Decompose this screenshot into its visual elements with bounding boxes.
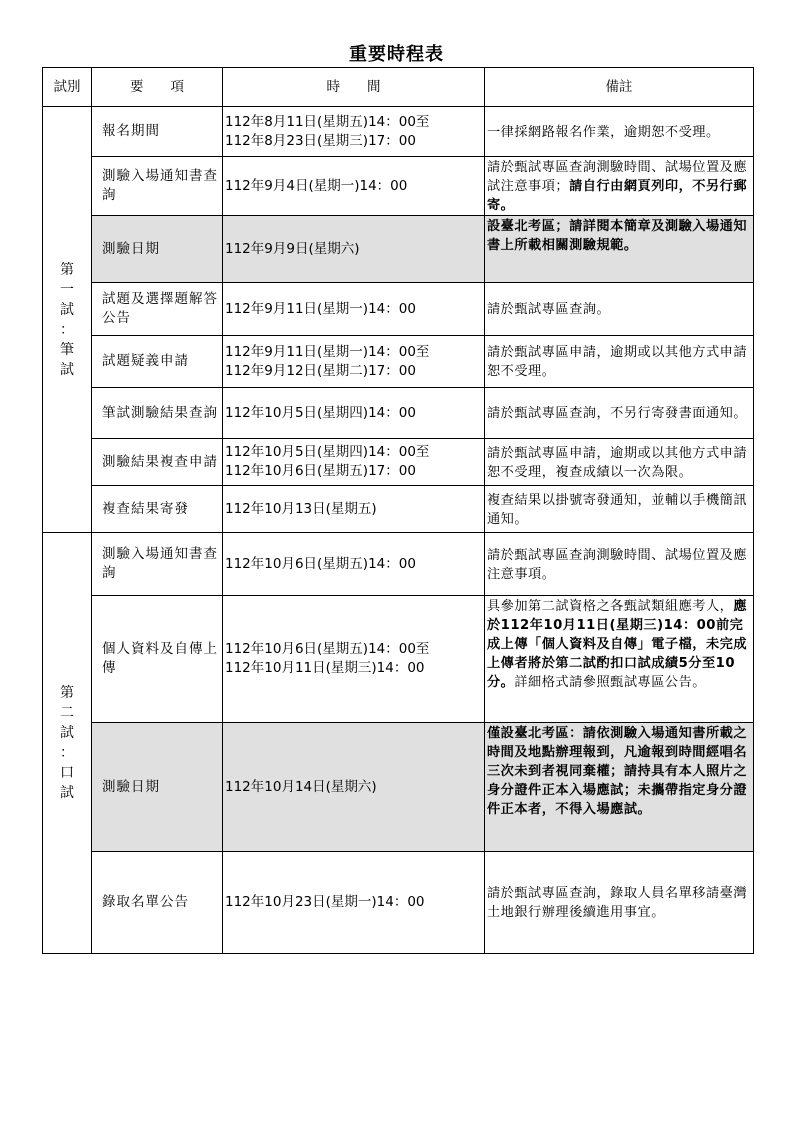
- time-cell: [223, 723, 485, 852]
- time-line: 112年10月6日(星期五)17：00: [225, 463, 416, 479]
- note-text: 請於甄試專區查詢，錄取人員名單移請臺灣土地銀行辦理後續進用事宜。: [487, 886, 748, 920]
- note-text: 請於甄試專區查詢測驗時間、試場位置及應試注意事項；: [487, 160, 748, 194]
- schedule-table: [42, 67, 754, 954]
- table-row: [43, 216, 754, 283]
- time-cell: [223, 157, 485, 216]
- time-cell: [223, 486, 485, 533]
- note-cell: [485, 388, 754, 439]
- header-category: 試別: [43, 68, 92, 107]
- item-cell: 複查結果寄發: [92, 486, 223, 533]
- table-row: [43, 107, 754, 157]
- item-cell: 筆試測驗結果查詢: [92, 388, 223, 439]
- item-cell: 試題及選擇題解答公告: [92, 283, 223, 336]
- note-text: 請於甄試專區查詢，不另行寄發書面通知。: [487, 406, 748, 421]
- time-cell: [223, 336, 485, 388]
- header-note: 備註: [485, 68, 754, 107]
- time-line: 112年9月12日(星期二)17：00: [225, 362, 416, 379]
- time-cell: [223, 533, 485, 596]
- note-cell: [485, 852, 754, 954]
- header-time: 時 間: [223, 68, 485, 107]
- table-row: [43, 533, 754, 596]
- item-cell: 測驗結果複查申請: [92, 439, 223, 486]
- time-cell: [223, 388, 485, 439]
- time-line: 112年10月5日(星期四)14：00: [225, 404, 416, 421]
- stage-label: 第 一 試 ： 筆 試: [43, 107, 92, 533]
- time-cell: [223, 107, 485, 157]
- table-row: [43, 283, 754, 336]
- header-item: 要 項: [92, 68, 223, 107]
- time-cell: [223, 283, 485, 336]
- note-bold-text: 設臺北考區；請詳閱本簡章及測驗入場通知書上所載相關測驗規範。: [487, 219, 748, 253]
- table-row: [43, 157, 754, 216]
- stage-label: 第 二 試 ： 口 試: [43, 533, 92, 954]
- page-title: 重要時程表: [349, 44, 444, 65]
- header-row: [43, 68, 754, 107]
- note-cell: [485, 157, 754, 216]
- table-row: [43, 852, 754, 954]
- time-line: 112年9月11日(星期一)14：00: [225, 300, 416, 317]
- item-cell: 報名期間: [92, 107, 223, 157]
- item-cell: 測驗日期: [92, 723, 223, 852]
- table-row: [43, 723, 754, 852]
- item-cell: 測驗日期: [92, 216, 223, 283]
- note-cell: [485, 439, 754, 486]
- item-cell: 測驗入場通知書查詢: [92, 157, 223, 216]
- item-cell: 測驗入場通知書查詢: [92, 533, 223, 596]
- time-line: 112年10月5日(星期四)14：00至: [225, 444, 430, 460]
- time-line: 112年9月4日(星期一)14：00: [225, 177, 408, 194]
- note-bold-text: 僅設臺北考區：請依測驗入場通知書所載之時間及地點辦理報到，凡逾報到時間經唱名三次未到者視同棄權；請持具有本人照片之身分證件正本入場應試；未攜帶指定身分證件正本者，不得入場應試。: [487, 726, 748, 817]
- time-line: 112年8月11日(星期五)14：00至: [225, 113, 430, 130]
- time-line: 112年10月6日(星期五)14：00至: [225, 641, 430, 657]
- table-row: [43, 388, 754, 439]
- table-row: [43, 336, 754, 388]
- note-text: 複查結果以掛號寄發通知，並輔以手機簡訊通知。: [487, 492, 748, 527]
- item-cell: 錄取名單公告: [92, 852, 223, 954]
- note-cell: [485, 596, 754, 723]
- table-row: [43, 596, 754, 723]
- table-row: [43, 439, 754, 486]
- note-cell: [485, 283, 754, 336]
- note-text: 請於甄試專區查詢測驗時間、試場位置及應注意事項。: [487, 547, 748, 582]
- note-bold-text: 請自行由網頁列印，不另行郵寄。: [487, 179, 748, 213]
- time-cell: [223, 852, 485, 954]
- note-text: 詳細格式請參照甄試專區公告。: [514, 675, 706, 690]
- note-cell: [485, 533, 754, 596]
- time-cell: [223, 216, 485, 283]
- time-line: 112年10月13日(星期五): [225, 500, 377, 517]
- item-cell: 試題疑義申請: [92, 336, 223, 388]
- note-text: 具參加第二試資格之各甄試類組應考人，: [487, 599, 734, 614]
- item-cell: 個人資料及自傳上傳: [92, 596, 223, 723]
- time-line: 112年10月11日(星期三)14：00: [225, 660, 425, 676]
- time-cell: [223, 439, 485, 486]
- note-cell: [485, 216, 754, 283]
- time-line: 112年10月23日(星期一)14：00: [225, 894, 425, 910]
- note-cell: [485, 486, 754, 533]
- table-row: [43, 486, 754, 533]
- note-text: 一律採網路報名作業，逾期恕不受理。: [487, 124, 720, 140]
- time-line: 112年9月11日(星期一)14：00至: [225, 343, 430, 360]
- time-cell: [223, 596, 485, 723]
- note-cell: [485, 107, 754, 157]
- note-cell: [485, 723, 754, 852]
- time-line: 112年9月9日(星期六): [225, 240, 360, 257]
- time-line: 112年10月6日(星期五)14：00: [225, 555, 416, 572]
- note-text: 請於甄試專區申請，逾期或以其他方式申請恕不受理，複查成績以一次為限。: [487, 445, 748, 480]
- time-line: 112年10月14日(星期六): [225, 778, 377, 795]
- note-cell: [485, 336, 754, 388]
- note-text: 請於甄試專區查詢。: [487, 302, 611, 317]
- note-bold-text: 應於112年10月11日(星期三)14：00前完成上傳「個人資料及自傳」電子檔，未完成上傳者將於第二試酌扣口試成績5分至10分。: [487, 599, 748, 690]
- time-line: 112年8月23日(星期三)17：00: [225, 132, 416, 149]
- note-text: 請於甄試專區申請，逾期或以其他方式申請恕不受理。: [487, 345, 748, 379]
